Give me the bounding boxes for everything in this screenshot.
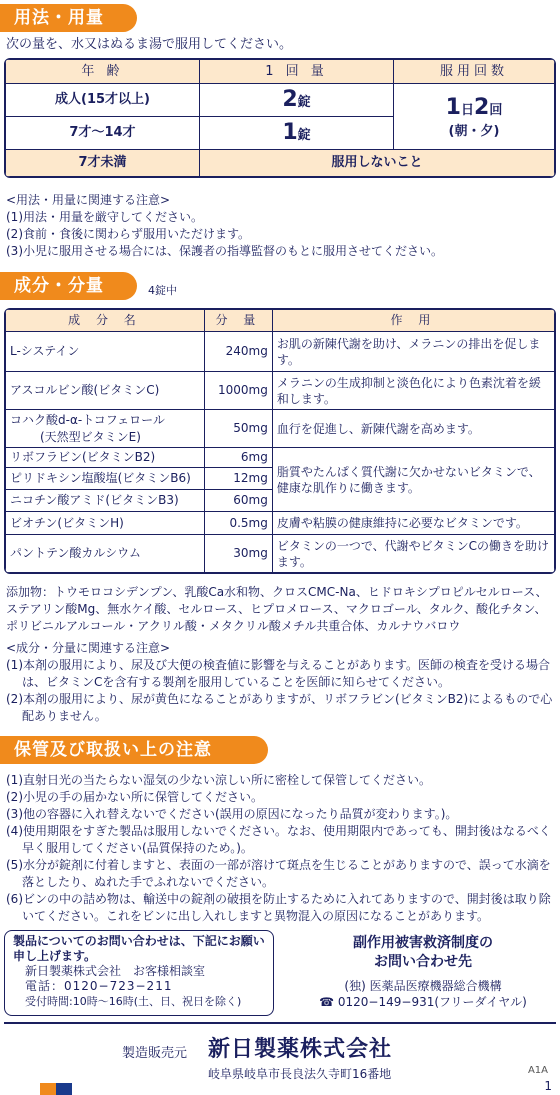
header-qty: 分 量 — [204, 310, 272, 332]
relief-info: 副作用被害救済制度の お問い合わせ先 (独) 医薬品医療機器総合機構 ☎ 0120−149−931(フリーダイヤル) — [319, 935, 527, 1009]
table-row: パントテン酸カルシウム 30mg ビタミンの一つで、代謝やビタミンCの働きを助けます。 — [6, 535, 555, 573]
dosage-section-title: 用法・用量 — [0, 4, 137, 32]
additives: 添加物：トウモロコシデンプン、乳酸Ca水和物、クロスCMC-Na、ヒドロキシプロピルセルロース、ステアリン酸Mg、無水ケイ酸、セルロース、ヒプロメロース、マクロゴール、タルク、酸化チタン、ポリビニルアルコール・アクリル酸・メタクリル酸メチル共重合体、カルナウバロウ — [6, 585, 548, 633]
contact-box: 製品についてのお問い合わせは、下記にお願い申し上げます。 新日製薬株式会社 お客様相談室 電話：0120−723−211 受付時間:10時〜16時(土、日、祝日を除く) — [4, 930, 274, 1016]
dosage-table — [4, 58, 556, 178]
header-amount: 1 回 量 — [200, 60, 394, 84]
code-label: A1A — [527, 1065, 548, 1076]
table-row: ニコチン酸アミド(ビタミンB3) 60mg — [6, 490, 555, 512]
color-bar-navy — [56, 1083, 72, 1095]
dosage-intro: 次の量を、水又はぬるま湯で服用してください。 — [6, 37, 293, 52]
divider — [4, 1022, 556, 1024]
page-number: 1 — [544, 1079, 552, 1093]
table-row: コハク酸d-α-トコフェロール (天然型ビタミンE) 50mg 血行を促進し、新陳代謝を高めます。 — [6, 410, 555, 448]
ingredients-table — [4, 308, 556, 574]
dosage-notes: <用法・用量に関連する注意> (1)用法・用量を厳守してください。 (2)食前・食後に関わらず服用いただけます。 (3)小児に服用させる場合には、保護者の指導監督のもとに服用させてください。 — [6, 193, 444, 258]
header-effect: 作 用 — [272, 310, 554, 332]
header-ingredient: 成 分 名 — [6, 310, 205, 332]
table-row: リボフラビン(ビタミンB2) 6mg 脂質やたんぱく質代謝に欠かせないビタミンで、健康な肌作りに働きます。 — [6, 448, 555, 468]
no-use-label: 服用しないこと — [200, 150, 555, 177]
ingredients-per: 4錠中 — [148, 284, 177, 297]
storage-section-title: 保管及び取扱い上の注意 — [0, 736, 268, 764]
ingredients-notes: <成分・分量に関連する注意> (1)本剤の服用により、尿及び大便の検査値に影響を与えることがあります。医師の検査を受ける場合は、ビタミンCを含有する製剤を服用していることを医師に知らせてください。 (2)本剤の服用により、尿が黄色になることがありますが、リボフラビン(ビタミンB2)によるもので心配ありません。 — [6, 641, 553, 723]
table-row: アスコルビン酸(ビタミンC) 1000mg メラニンの生成抑制と淡色化により色素沈着を緩和します。 — [6, 372, 555, 410]
ingredients-section-title: 成分・分量 — [0, 272, 137, 300]
table-row: L-システイン 240mg お肌の新陳代謝を助け、メラニンの排出を促します。 — [6, 332, 555, 372]
amount-child: 1錠 — [200, 117, 394, 150]
age-adult: 成人(15才以上) — [6, 84, 200, 117]
amount-adult: 2錠 — [200, 84, 394, 117]
age-child: 7才〜14才 — [6, 117, 200, 150]
storage-notes: (1)直射日光の当たらない湿気の少ない涼しい所に密栓して保管してください。 (2)小児の手の届かない所に保管してください。 (3)他の容器に入れ替えないでください(誤用の原因になったり品質が変わります。)。 (4)使用期限をすぎた製品は服用しないでください。なお、使用期限内であっても、開封後はなるべく早く服用してください(品質保持のため。)。 (5)水分が錠剤に付着しますと、表面の一部が溶けて斑点を生じることがありますので、誤って水滴を落としたり、ぬれた手でふれないでください。 (6)ビンの中の詰め物は、輸送中の錠剤の破損を防止するために入れてありますので、開封後は取り除いてください。これをビンに出し入れしますと異物混入の原因になることがあります。 — [6, 773, 551, 923]
table-row: ピリドキシン塩酸塩(ビタミンB6) 12mg — [6, 468, 555, 490]
color-bar-orange — [40, 1083, 56, 1095]
header-age: 年 齢 — [6, 60, 200, 84]
age-under7: 7才未満 — [6, 150, 200, 177]
table-row: ビオチン(ビタミンH) 0.5mg 皮膚や粘膜の健康維持に必要なビタミンです。 — [6, 512, 555, 535]
header-frequency: 服用回数 — [394, 60, 555, 84]
frequency-cell: 1日2回 (朝・夕) — [394, 84, 555, 150]
